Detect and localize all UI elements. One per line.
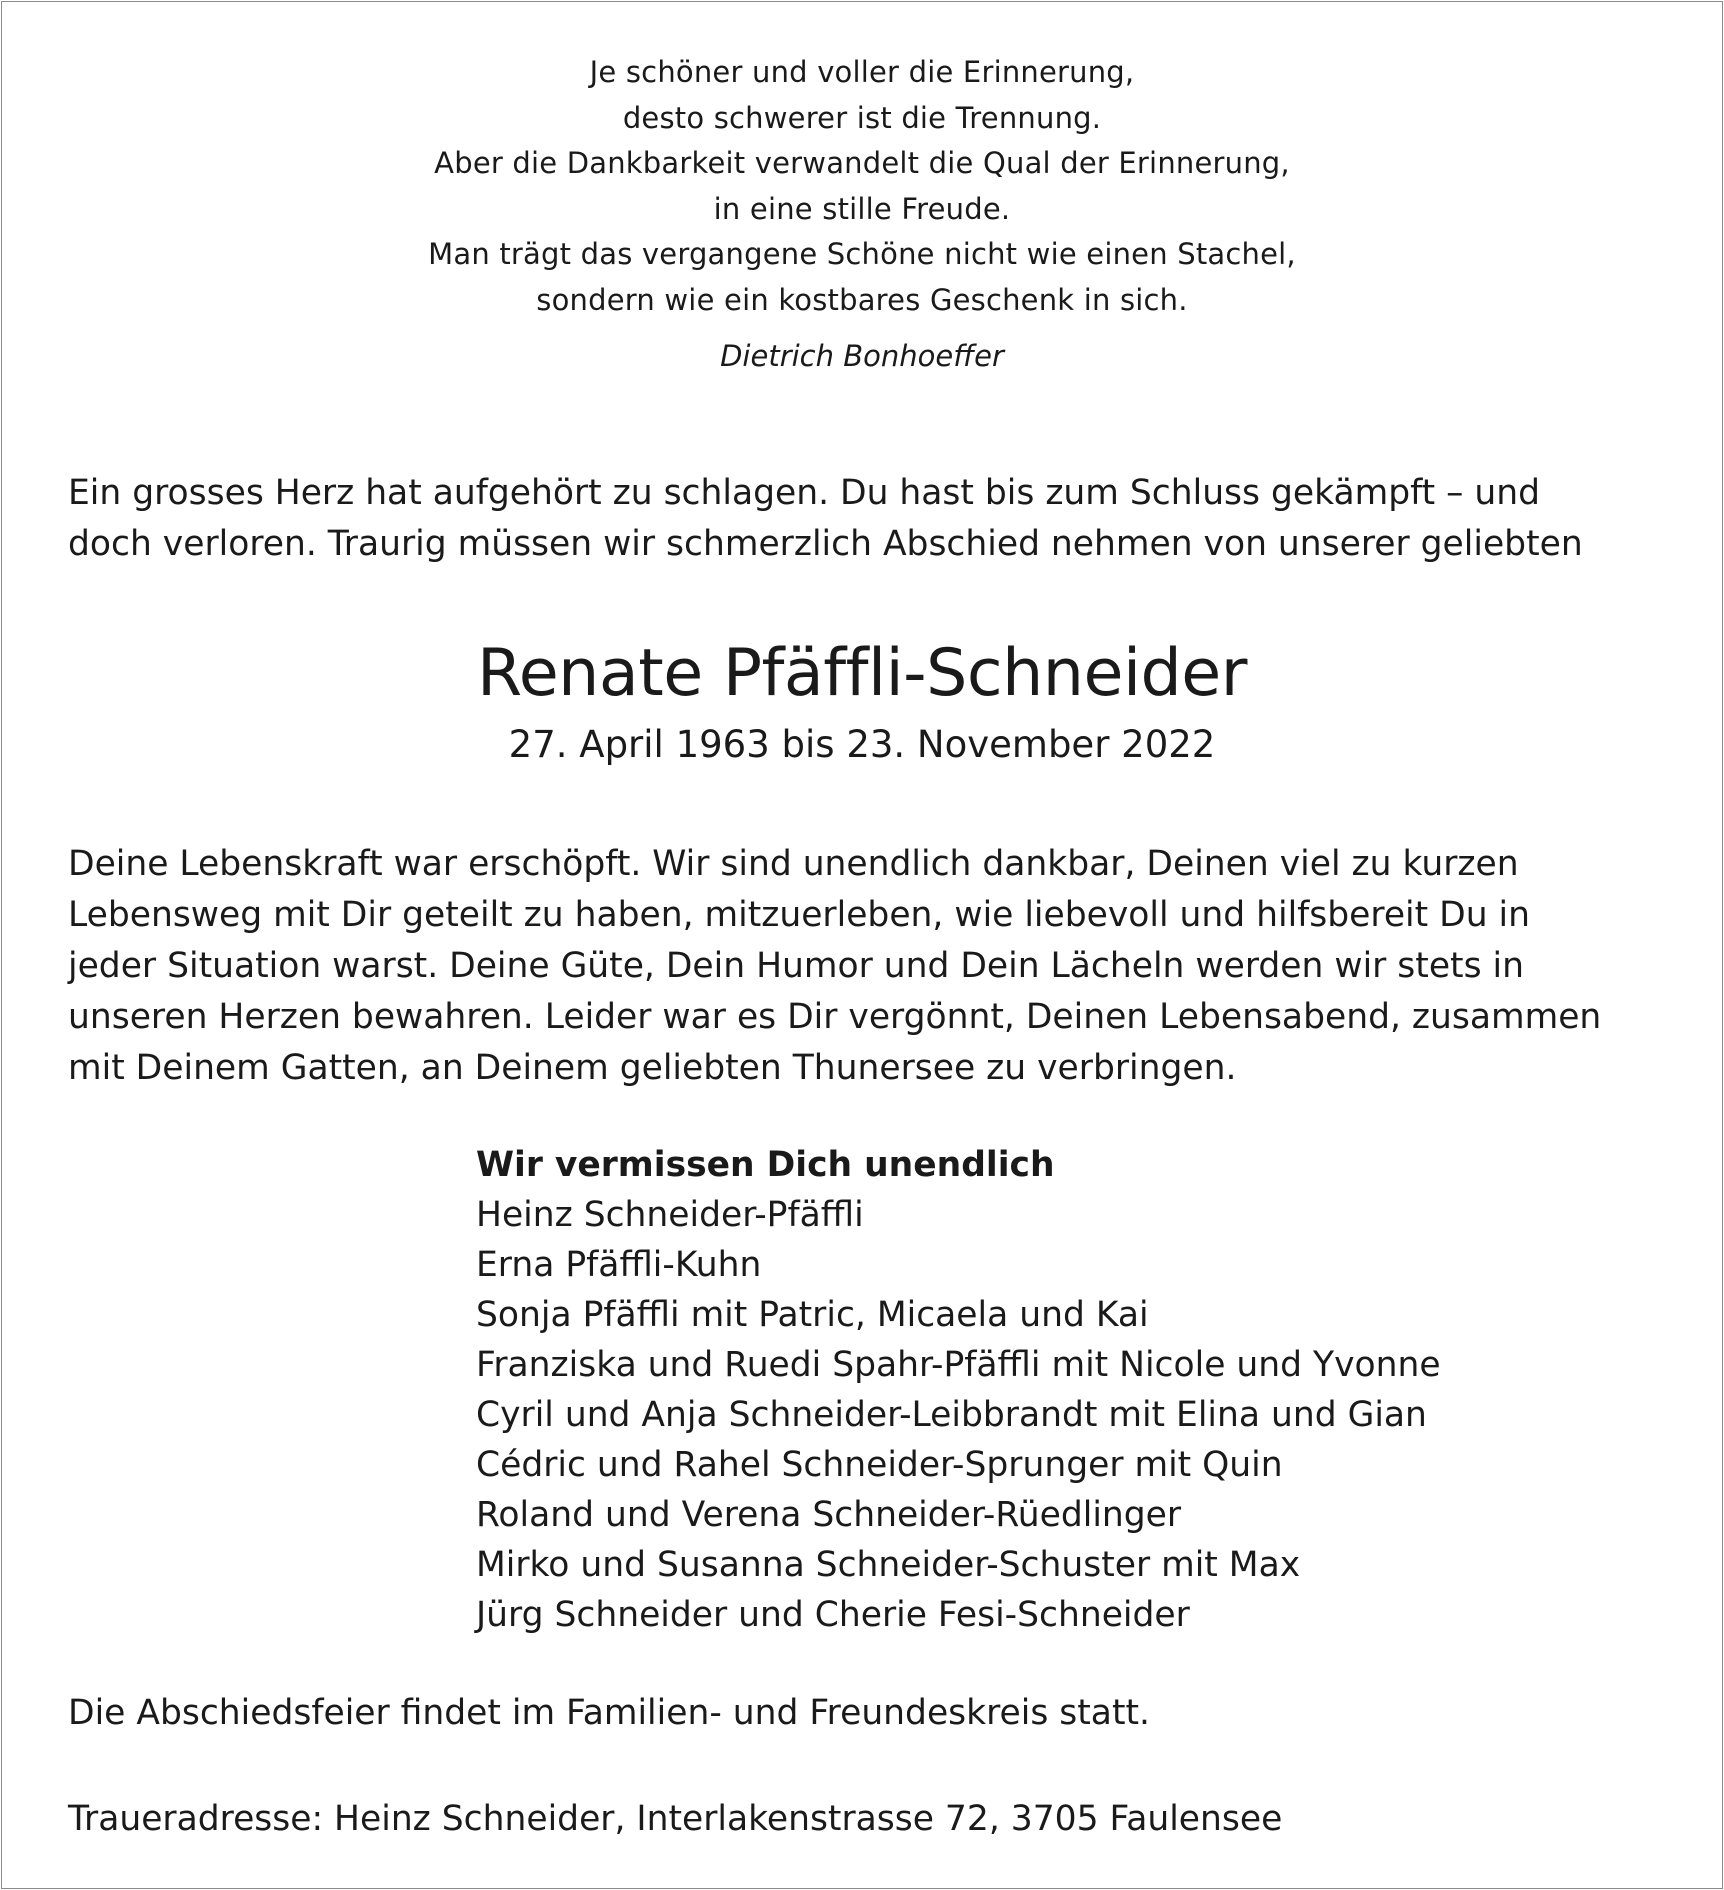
mourner-name: Cédric und Rahel Schneider-Sprunger mit Quin (476, 1445, 1283, 1485)
mourners-heading: Wir vermissen Dich unendlich (476, 1145, 1055, 1185)
mourning-address: Traueradresse: Heinz Schneider, Interlakenstrasse 72, 3705 Faulensee (68, 1799, 1283, 1839)
body-line: unseren Herzen bewahren. Leider war es Dir vergönnt, Deinen Lebensabend, zusammen (68, 997, 1602, 1037)
quote-line: Je schöner und voller die Erinnerung, (589, 55, 1135, 89)
mourner-name: Sonja Pfäffli mit Patric, Micaela und Kai (476, 1295, 1149, 1335)
quote-author: Dietrich Bonhoeffer (720, 339, 1004, 373)
deceased-name: Renate Pfäffli-Schneider (476, 636, 1248, 711)
body-line: Lebensweg mit Dir geteilt zu haben, mitzuerleben, wie liebevoll und hilfsbereit Du in (68, 895, 1530, 935)
quote-line: Man trägt das vergangene Schöne nicht wie einen Stachel, (428, 237, 1296, 271)
quote-line: sondern wie ein kostbares Geschenk in sich. (536, 282, 1188, 317)
body-line: jeder Situation warst. Deine Güte, Dein Humor und Dein Lächeln werden wir stets in (68, 946, 1524, 986)
life-dates: 27. April 1963 bis 23. November 2022 (508, 723, 1216, 766)
body-paragraph (68, 839, 1668, 1094)
ceremony-note: Die Abschiedsfeier findet im Familien- und Freundeskreis statt. (68, 1693, 1150, 1733)
quote-line: desto schwerer ist die Trennung. (622, 100, 1102, 135)
intro-paragraph (68, 468, 1668, 570)
mourner-name: Jürg Schneider und Cherie Fesi-Schneider (476, 1595, 1190, 1635)
mourner-name: Mirko und Susanna Schneider-Schuster mit Max (476, 1545, 1301, 1585)
mourner-name: Heinz Schneider-Pfäffli (476, 1195, 864, 1235)
intro-line: doch verloren. Traurig müssen wir schmerzlich Abschied nehmen von unserer geliebten (68, 524, 1583, 564)
mourners-list (476, 1140, 1441, 1640)
mourner-name: Franziska und Ruedi Spahr-Pfäffli mit Nicole und Yvonne (476, 1345, 1441, 1385)
mourner-name: Cyril und Anja Schneider-Leibbrandt mit Elina und Gian (476, 1395, 1427, 1435)
body-line: Deine Lebenskraft war erschöpft. Wir sind unendlich dankbar, Deinen viel zu kurzen (68, 844, 1519, 884)
mourner-name: Roland und Verena Schneider-Rüedlinger (476, 1495, 1182, 1535)
quote-line: in eine stille Freude. (713, 191, 1011, 226)
intro-line: Ein grosses Herz hat aufgehört zu schlagen. Du hast bis zum Schluss gekämpft – und (68, 473, 1540, 513)
mourner-name: Erna Pfäffli-Kuhn (476, 1245, 762, 1285)
quote-line: Aber die Dankbarkeit verwandelt die Qual der Erinnerung, (434, 146, 1290, 180)
quote (0, 50, 1724, 323)
body-line: mit Deinem Gatten, an Deinem geliebten Thunersee zu verbringen. (68, 1048, 1237, 1088)
